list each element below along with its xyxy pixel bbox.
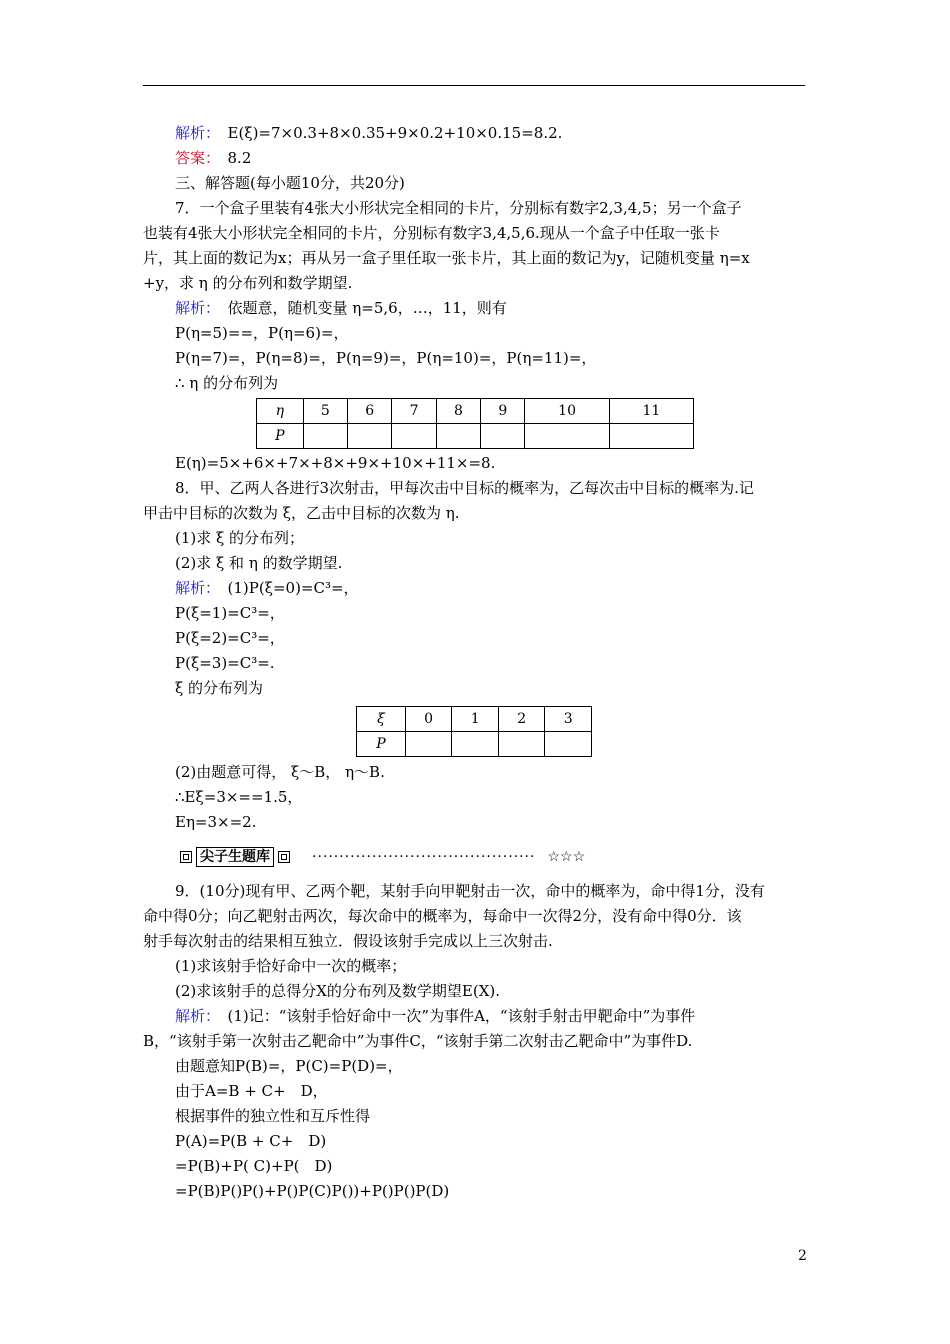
text-line: [175, 1181, 449, 1201]
text-line: [175, 678, 263, 698]
text-line: [175, 1006, 695, 1026]
text-line: [175, 323, 349, 343]
text-line: [143, 931, 553, 951]
line-text: P(A)=P(B + C+ D): [175, 1132, 327, 1150]
text-line: [160, 198, 742, 218]
text-line: [175, 1056, 403, 1076]
line-label: 解析：: [175, 1007, 213, 1025]
text-line: [175, 453, 495, 473]
line-text: 命中得0分；向乙靶射击两次，每次命中的概率为，每命中一次得2分，没有命中得0分．该: [143, 907, 742, 925]
page-number: 2: [798, 1248, 807, 1264]
text-line: [175, 787, 302, 807]
table-cell: [498, 732, 545, 757]
line-text: 依题意，随机变量 η=5,6，…，11，则有: [212, 299, 507, 317]
text-line: [160, 478, 754, 498]
text-line: [175, 762, 385, 782]
text-line: [175, 653, 275, 673]
line-text: 7．一个盒子里装有4张大小形状完全相同的卡片，分别标有数字2,3,4,5；另一个盒子: [160, 199, 742, 217]
text-line: [175, 1131, 326, 1151]
banner-dots: ·········································: [312, 849, 536, 865]
table-cell: [436, 424, 480, 449]
table-header-cell: 2: [498, 707, 545, 732]
line-text: P(ξ=1)=C³=，: [175, 604, 285, 622]
table-header-cell: 3: [545, 707, 592, 732]
table-cell: [525, 424, 609, 449]
banner-title: 尖子生题库: [196, 847, 274, 867]
line-text: ∴ η 的分布列为: [175, 374, 279, 392]
line-text: E(ξ)=7×0.3+8×0.35+9×0.2+10×0.15=8.2.: [212, 124, 563, 142]
line-text: ξ 的分布列为: [175, 679, 264, 697]
star-icons: ☆☆☆: [547, 849, 586, 865]
line-text: P(η=5)==，P(η=6)=，: [175, 324, 349, 342]
distribution-table-eta: [256, 398, 694, 449]
table-cell: [481, 424, 525, 449]
table-header-cell: 5: [303, 399, 347, 424]
text-line: [175, 553, 342, 573]
line-text: 甲击中目标的次数为 ξ，乙击中目标的次数为 η.: [143, 504, 460, 522]
text-line: [175, 173, 405, 193]
text-line: [143, 223, 720, 243]
text-line: [175, 956, 406, 976]
text-line: [175, 628, 285, 648]
line-text: 也装有4张大小形状完全相同的卡片，分别标有数字3,4,5,6.现从一个盒子中任取一张卡: [143, 224, 720, 242]
table-header-cell: 7: [392, 399, 436, 424]
line-text: (2)由题意可得， ξ～B， η～B.: [175, 763, 385, 781]
line-text: =P(B)P()P()+P()P(C)P())+P()P()P(D): [175, 1182, 450, 1200]
line-text: 8.2: [212, 149, 252, 167]
line-text: +y，求 η 的分布列和数学期望.: [143, 274, 353, 292]
table-header-cell: η: [257, 399, 304, 424]
text-line: [175, 603, 285, 623]
line-text: (2)求 ξ 和 η 的数学期望.: [175, 554, 343, 572]
text-line: [175, 348, 596, 368]
line-text: P(ξ=2)=C³=，: [175, 629, 285, 647]
line-label: 解析：: [175, 299, 213, 317]
line-text: (1)P(ξ=0)=C³=，: [212, 579, 359, 597]
line-text: 片，其上面的数记为x；再从另一盒子里任取一张卡片，其上面的数记为y，记随机变量 η=x: [143, 249, 750, 267]
text-line: [175, 578, 359, 598]
line-label: 解析：: [175, 579, 213, 597]
box-icon: [180, 851, 192, 863]
line-text: 根据事件的独立性和互斥性得: [175, 1107, 371, 1125]
text-line: [175, 123, 562, 143]
table-header-cell: 0: [405, 707, 452, 732]
text-line: [175, 528, 304, 548]
text-line: [175, 812, 257, 832]
table-header-cell: 9: [481, 399, 525, 424]
text-line: [175, 148, 251, 168]
text-line: [143, 503, 460, 523]
line-text: (2)求该射手的总得分X的分布列及数学期望E(X).: [175, 982, 501, 1000]
table-header-cell: 8: [436, 399, 480, 424]
line-label: 答案：: [175, 149, 213, 167]
line-text: =P(B)+P( C)+P( D): [175, 1157, 333, 1175]
distribution-table-xi: [356, 706, 592, 757]
table-header-cell: 1: [452, 707, 499, 732]
table-cell: [392, 424, 436, 449]
table-cell: [405, 732, 452, 757]
line-text: B，“该射手第一次射击乙靶命中”为事件C，“该射手第二次射击乙靶命中”为事件D.: [143, 1032, 693, 1050]
table-cell: [452, 732, 499, 757]
line-text: 由题意知P(B)=，P(C)=P(D)=，: [175, 1057, 403, 1075]
section-banner: [180, 847, 585, 867]
line-text: 8．甲、乙两人各进行3次射击，甲每次击中目标的概率为，乙每次击中目标的概率为.记: [160, 479, 754, 497]
line-text: E(η)=5×+6×+7×+8×+9×+10×+11×=8.: [175, 454, 496, 472]
text-line: [143, 1031, 692, 1051]
line-text: P(η=7)=，P(η=8)=，P(η=9)=，P(η=10)=，P(η=11)=，: [175, 349, 597, 367]
text-line: [160, 881, 765, 901]
table-row-label: P: [357, 732, 406, 757]
line-text: ∴Eξ=3×==1.5，: [175, 788, 303, 806]
table-header-cell: 11: [609, 399, 693, 424]
table-header-cell: 10: [525, 399, 609, 424]
table-cell: [609, 424, 693, 449]
text-line: [143, 273, 352, 293]
top-rule: [143, 85, 805, 86]
text-line: [175, 1156, 332, 1176]
table-cell: [545, 732, 592, 757]
line-text: (1)记：“该射手恰好命中一次”为事件A，“该射手射击甲靶命中”为事件: [212, 1007, 696, 1025]
line-text: Eη=3×=2.: [175, 813, 257, 831]
text-line: [175, 298, 507, 318]
line-text: (1)求该射手恰好命中一次的概率；: [175, 957, 407, 975]
line-text: (1)求 ξ 的分布列；: [175, 529, 305, 547]
line-text: 由于A=B + C+ D，: [175, 1082, 328, 1100]
table-row-label: P: [257, 424, 304, 449]
line-text: 三、解答题(每小题10分，共20分): [175, 174, 405, 192]
line-label: 解析：: [175, 124, 213, 142]
line-text: 9．(10分)现有甲、乙两个靶，某射手向甲靶射击一次，命中的概率为，命中得1分，没有: [160, 882, 765, 900]
table-cell: [347, 424, 391, 449]
line-text: 射手每次射击的结果相互独立．假设该射手完成以上三次射击.: [143, 932, 553, 950]
table-cell: [303, 424, 347, 449]
text-line: [175, 1081, 328, 1101]
text-line: [175, 373, 278, 393]
text-line: [143, 906, 742, 926]
text-line: [143, 248, 750, 268]
table-header-cell: ξ: [357, 707, 406, 732]
text-line: [175, 981, 500, 1001]
box-icon: [278, 851, 290, 863]
line-text: P(ξ=3)=C³=.: [175, 654, 275, 672]
table-header-cell: 6: [347, 399, 391, 424]
text-line: [175, 1106, 370, 1126]
